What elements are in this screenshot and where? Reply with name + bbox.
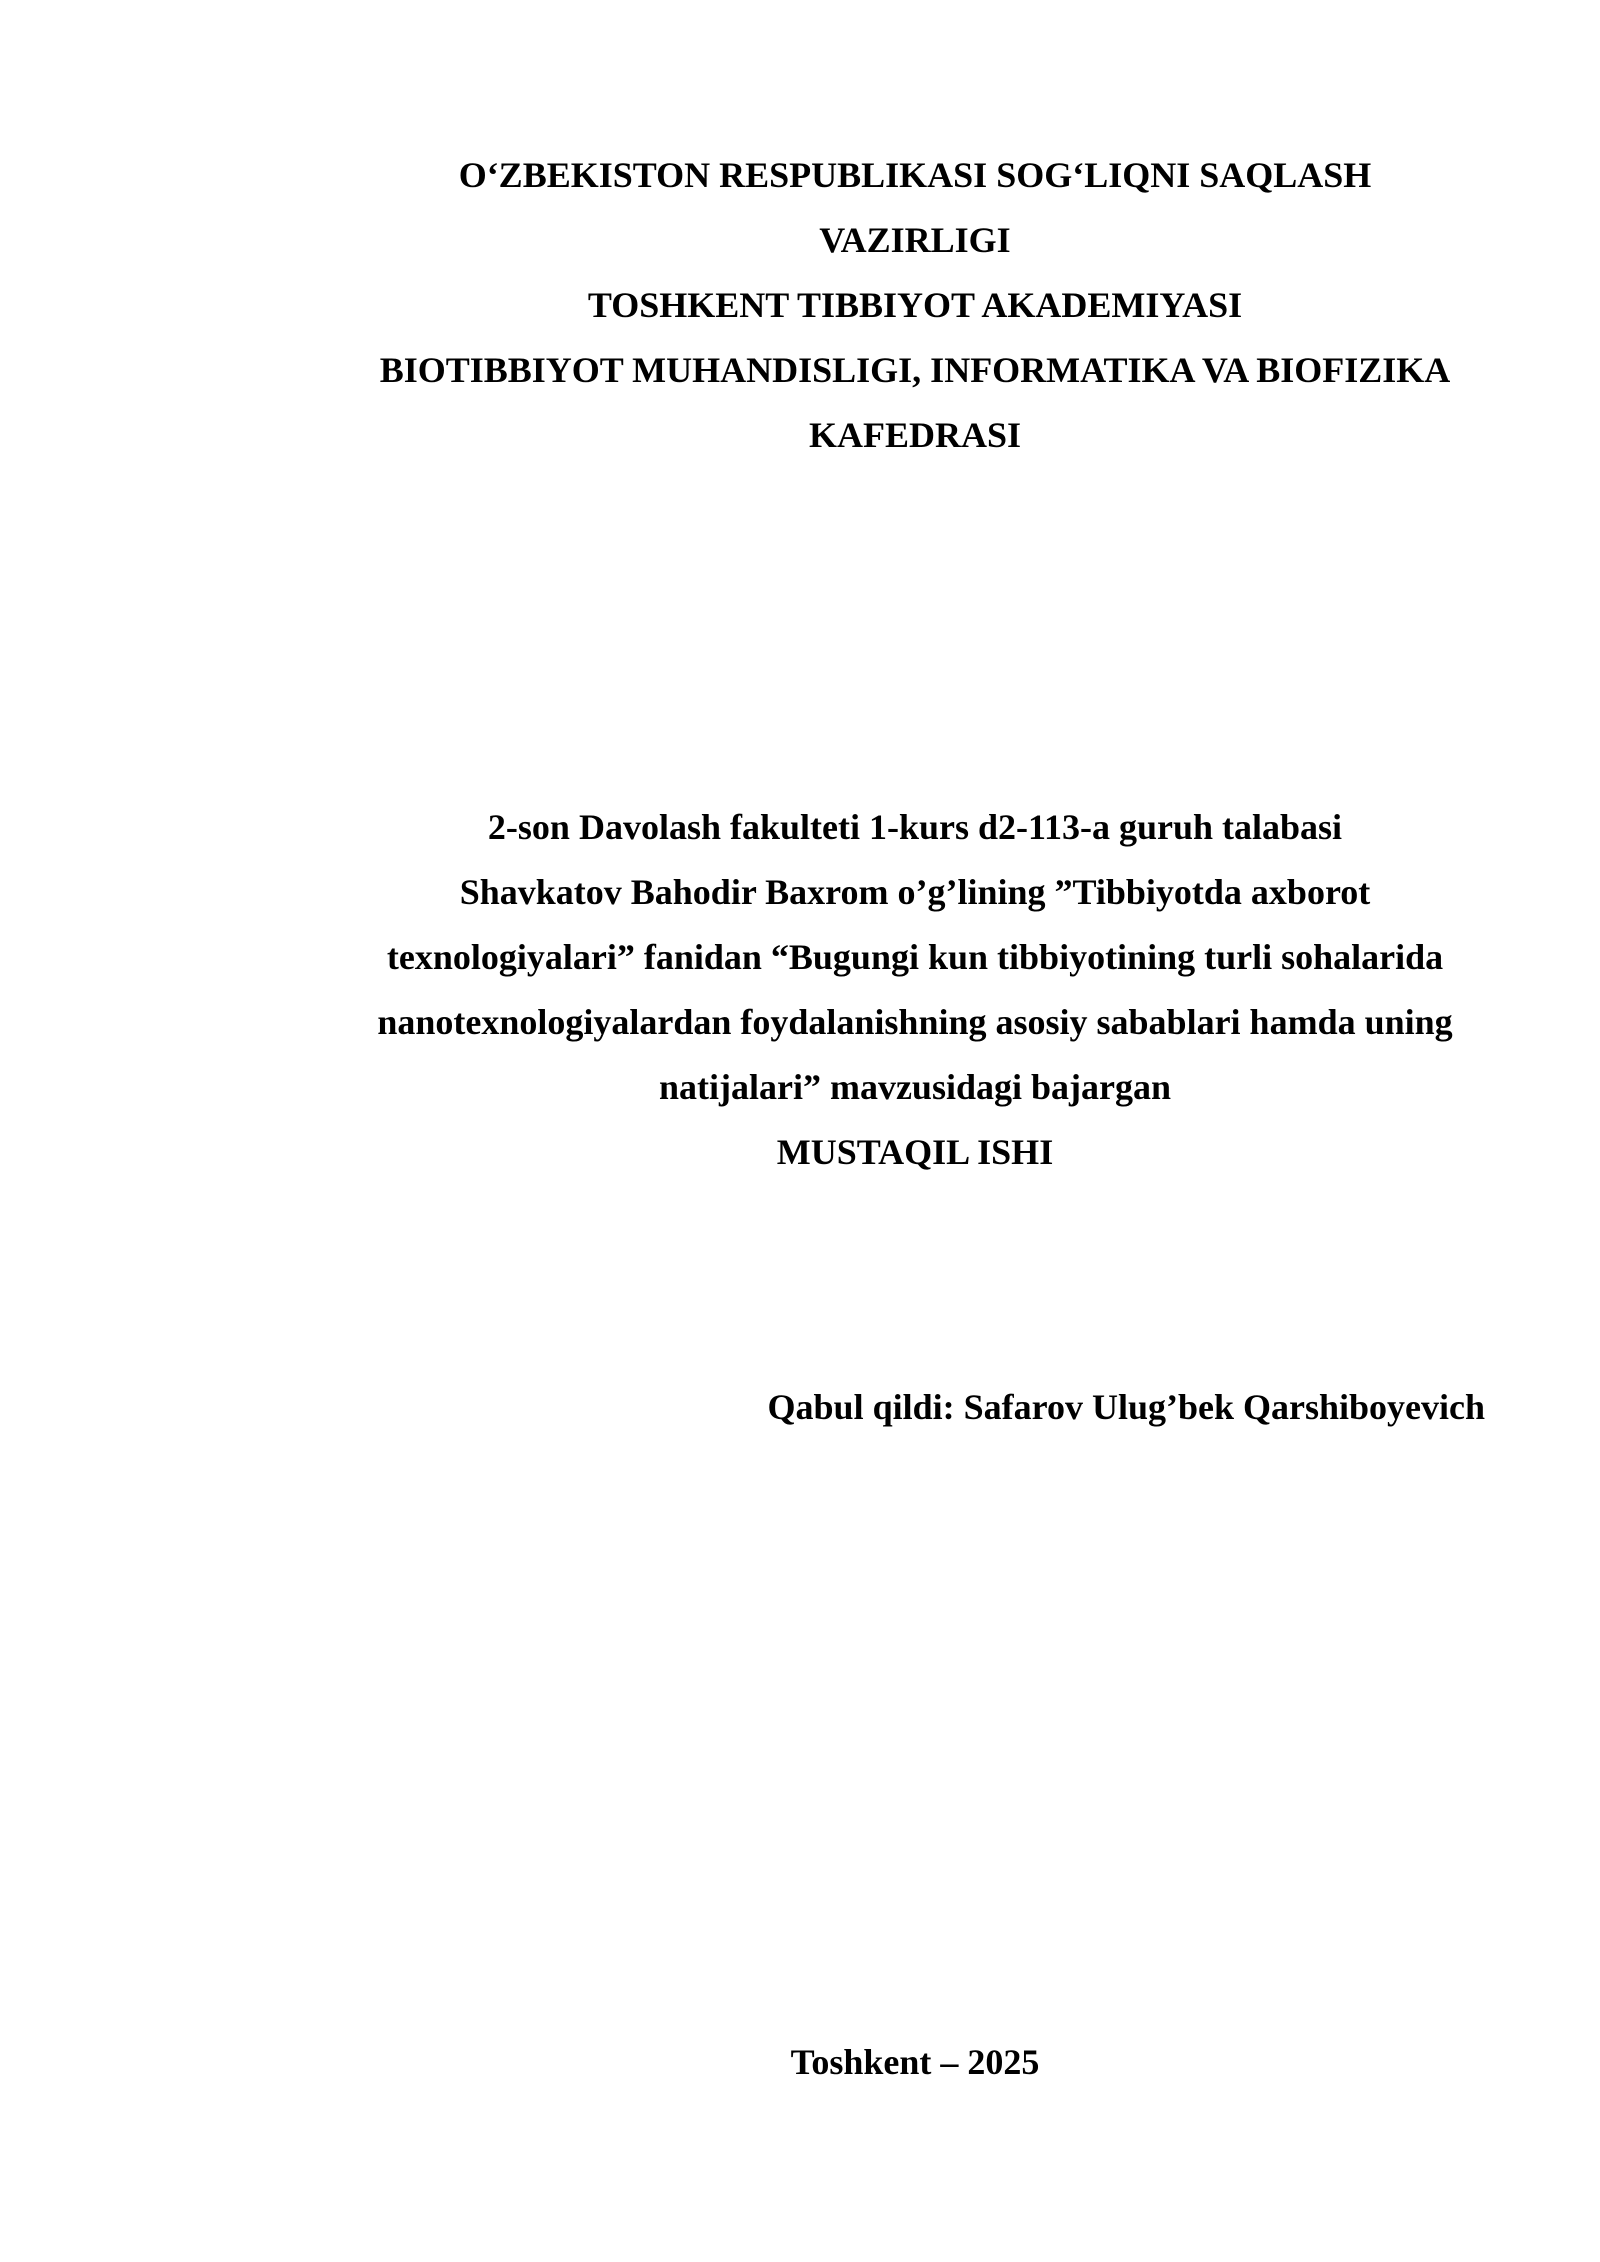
- subject-line: texnologiyalari” fanidan “Bugungi kun tibbiyotining turli sohalarida: [386, 937, 1444, 977]
- accepted-by: Qabul qildi: Safarov Ulug’bek Qarshiboyevich: [767, 1387, 1485, 1427]
- work-description: [345, 795, 1485, 1185]
- academy-name: TOSHKENT TIBBIYOT AKADEMIYASI: [587, 285, 1243, 325]
- department-line-2: KAFEDRASI: [808, 415, 1022, 455]
- city-year: Toshkent – 2025: [790, 2042, 1040, 2082]
- ministry-line-2: VAZIRLIGI: [819, 220, 1011, 260]
- topic-line: nanotexnologiyalardan foydalanishning asosiy sabablari hamda uning: [377, 1002, 1453, 1042]
- student-name-line: Shavkatov Bahodir Baxrom o’g’lining ”Tibbiyotda axborot: [459, 872, 1371, 912]
- institution-header: [345, 143, 1485, 468]
- department-line-1: BIOTIBBIYOT MUHANDISLIGI, INFORMATIKA VA BIOFIZIKA: [379, 350, 1451, 390]
- student-group-line: 2-son Davolash fakulteti 1-kurs d2-113-a guruh talabasi: [487, 807, 1343, 847]
- ministry-line-1: O‘ZBEKISTON RESPUBLIKASI SOG‘LIQNI SAQLASH: [458, 155, 1372, 195]
- work-type-title: MUSTAQIL ISHI: [776, 1132, 1054, 1172]
- topic-end-line: natijalari” mavzusidagi bajargan: [658, 1067, 1171, 1107]
